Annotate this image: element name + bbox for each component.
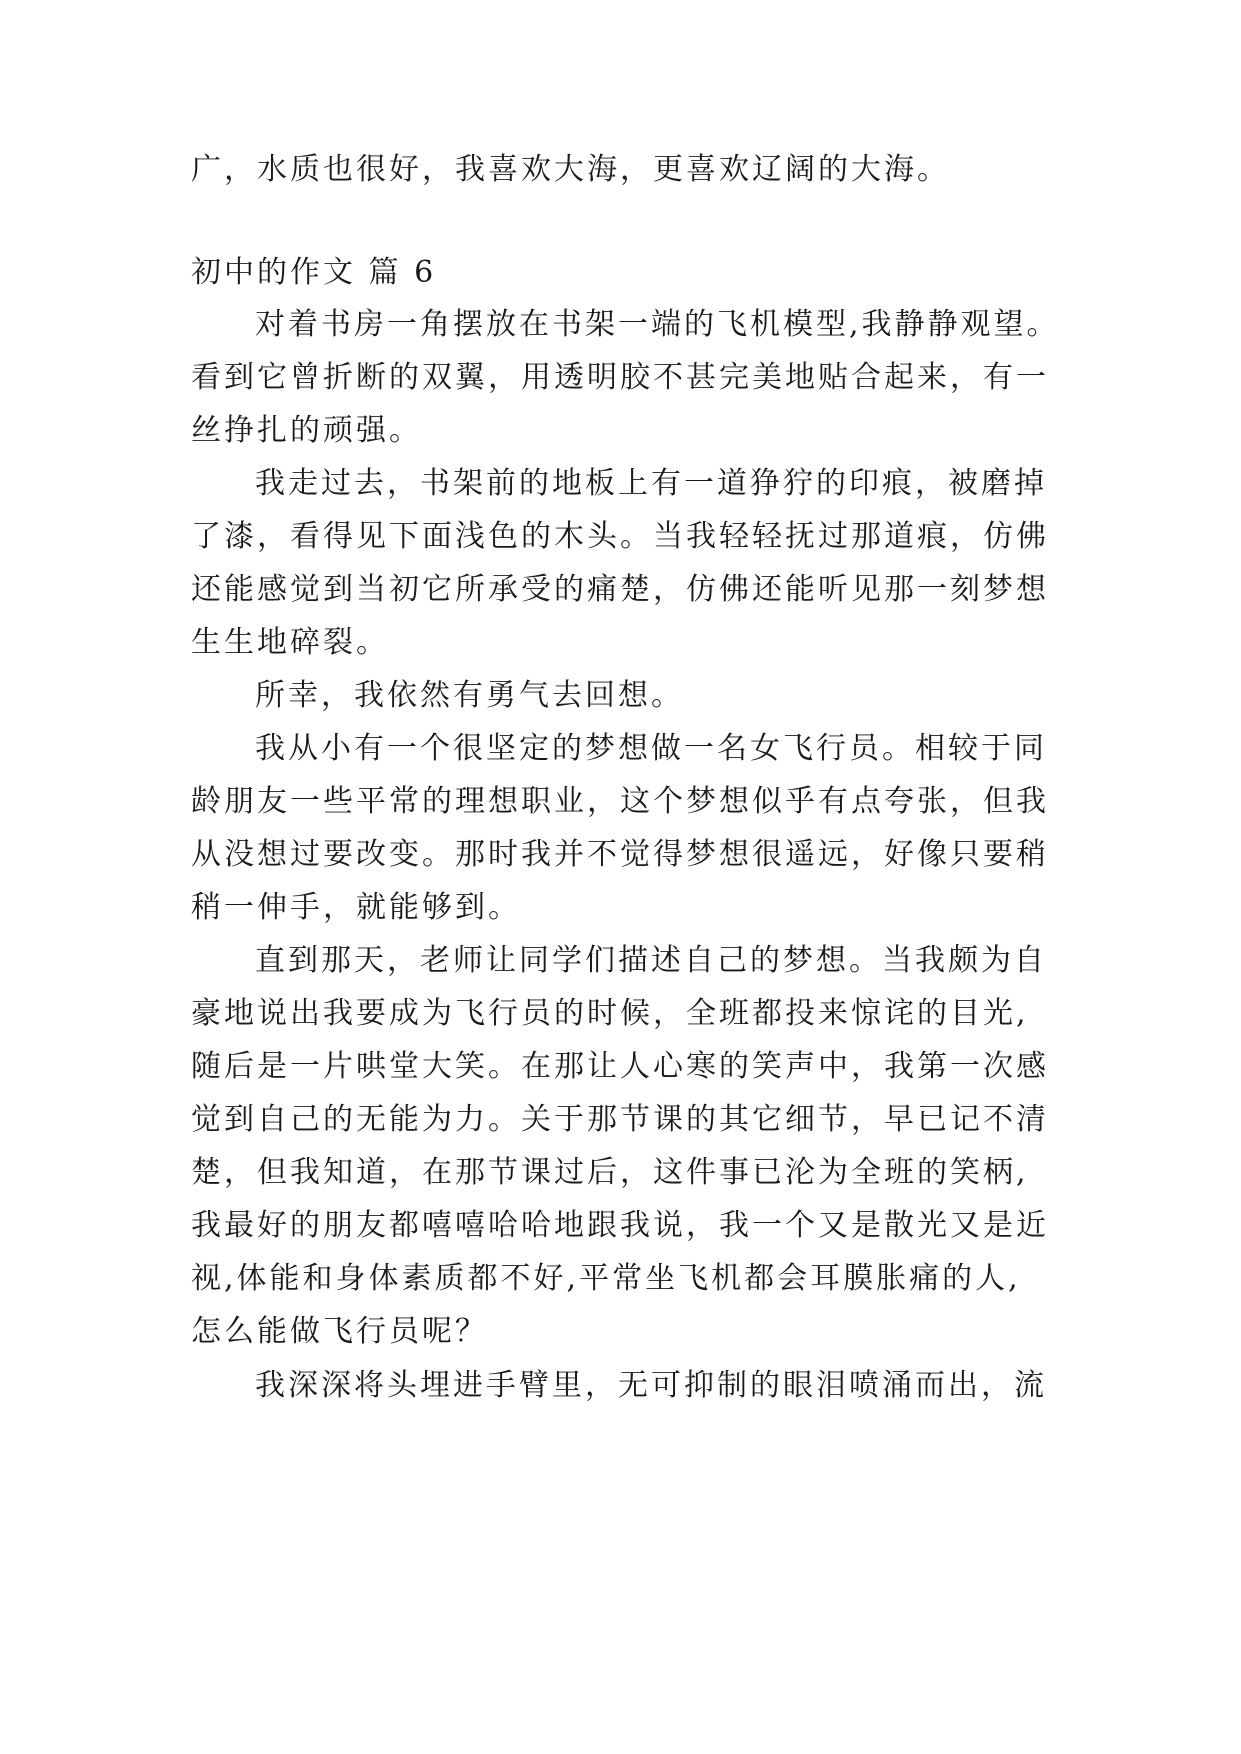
paragraph-line: 了漆，看得见下面浅色的木头。当我轻轻抚过那道痕，仿佛 xyxy=(191,519,1049,554)
paragraph-line: 我最好的朋友都嘻嘻哈哈地跟我说，我一个又是散光又是近 xyxy=(191,1208,1049,1243)
paragraph-line: 楚，但我知道，在那节课过后，这件事已沦为全班的笑柄, xyxy=(191,1155,1029,1190)
paragraph-line: 视,体能和身体素质都不好,平常坐飞机都会耳膜胀痛的人, xyxy=(191,1261,1021,1296)
paragraph-line: 怎么能做飞行员呢？ xyxy=(191,1314,488,1349)
paragraph-line: 广，水质也很好，我喜欢大海，更喜欢辽阔的大海。 xyxy=(191,152,950,187)
paragraph-line: 所幸，我依然有勇气去回想。 xyxy=(255,678,684,713)
paragraph-line: 生生地碎裂。 xyxy=(191,625,389,660)
paragraph-line: 我走过去，书架前的地板上有一道狰狞的印痕，被磨掉 xyxy=(255,466,1047,501)
paragraph-line: 豪地说出我要成为飞行员的时候，全班都投来惊诧的目光, xyxy=(191,996,1029,1031)
paragraph-line: 我从小有一个很坚定的梦想做一名女飞行员。相较于同 xyxy=(255,731,1047,766)
section-title: 初中的作文 篇 6 xyxy=(191,255,437,290)
paragraph-line: 龄朋友一些平常的理想职业，这个梦想似乎有点夸张，但我 xyxy=(191,784,1049,819)
paragraph-line: 随后是一片哄堂大笑。在那让人心寒的笑声中，我第一次感 xyxy=(191,1049,1049,1084)
paragraph-line: 直到那天，老师让同学们描述自己的梦想。当我颇为自 xyxy=(255,943,1047,978)
paragraph-line: 丝挣扎的顽强。 xyxy=(191,413,422,448)
paragraph-line: 我深深将头埋进手臂里，无可抑制的眼泪喷涌而出，流 xyxy=(255,1368,1047,1403)
paragraph-line: 觉到自己的无能为力。关于那节课的其它细节，早已记不清 xyxy=(191,1102,1049,1137)
paragraph-line: 看到它曾折断的双翼，用透明胶不甚完美地贴合起来，有一 xyxy=(191,360,1049,395)
paragraph-line: 对着书房一角摆放在书架一端的飞机模型,我静静观望。 xyxy=(255,307,1060,342)
paragraph-line: 还能感觉到当初它所承受的痛楚，仿佛还能听见那一刻梦想 xyxy=(191,572,1049,607)
paragraph-line: 稍一伸手，就能够到。 xyxy=(191,890,521,925)
paragraph-line: 从没想过要改变。那时我并不觉得梦想很遥远，好像只要稍 xyxy=(191,837,1049,872)
